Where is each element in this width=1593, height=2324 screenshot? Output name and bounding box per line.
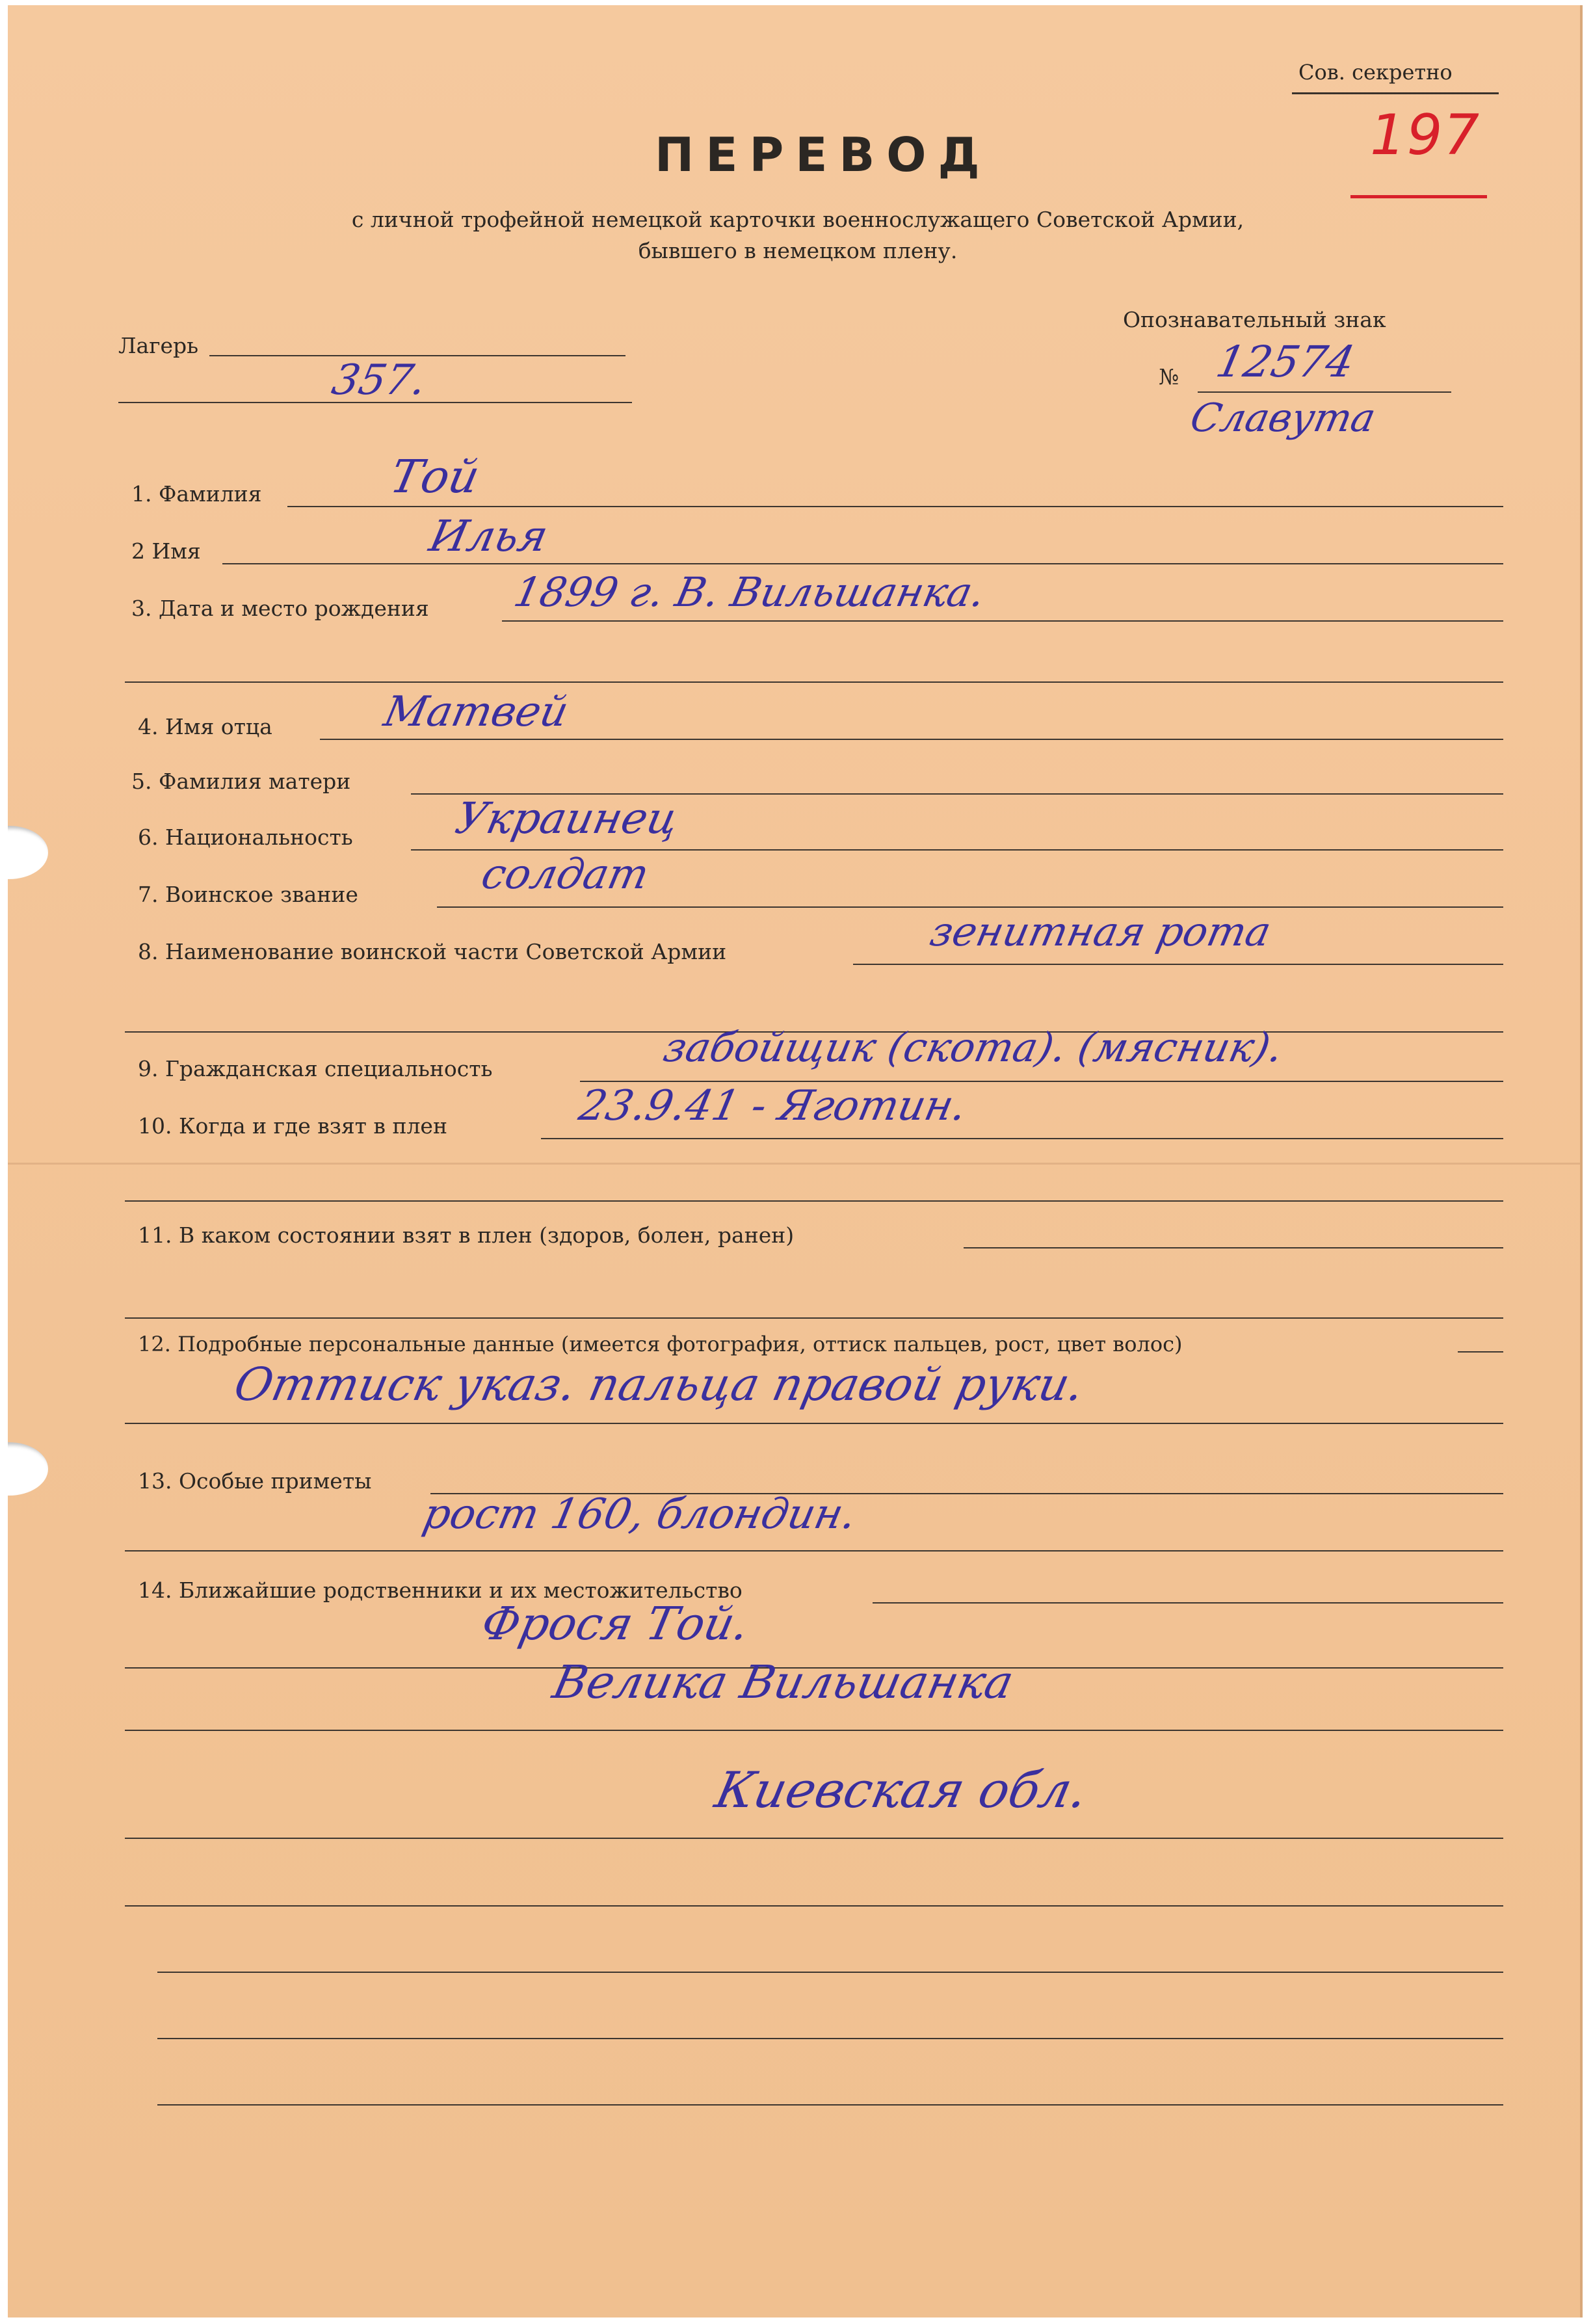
father-label: 4. Имя отца	[138, 714, 272, 739]
id-tag-label: Опознавательный знак	[1123, 307, 1386, 332]
personal-label: 12. Подробные персональные данные (имеется фотография, оттиск пальцев, рост, цвет волос)	[138, 1332, 1183, 1356]
father-value: Матвей	[380, 688, 573, 736]
classification-label: Сов. секретно	[1298, 60, 1453, 85]
name-value: Илья	[425, 511, 553, 561]
marks-line-2	[125, 1550, 1503, 1552]
camp-value: 357.	[328, 356, 431, 404]
id-tag-number: 12574	[1211, 337, 1360, 387]
nationality-label: 6. Национальность	[138, 825, 353, 850]
rank-label: 7. Воинское звание	[138, 882, 358, 907]
page-subtitle	[203, 204, 1393, 267]
punch-hole	[8, 826, 48, 879]
condition-line-2	[125, 1317, 1503, 1319]
subtitle-line-2: бывшего в немецком плену.	[638, 238, 958, 263]
name-line	[222, 563, 1503, 564]
relatives-line-8	[157, 2104, 1503, 2106]
birth-line	[502, 620, 1503, 622]
birth-value: 1899 г. В. Вильшанка.	[510, 568, 990, 616]
unit-line	[853, 964, 1503, 965]
unit-value: зенитная рота	[926, 908, 1276, 955]
relatives-line-6	[157, 1972, 1503, 1973]
relatives-line-4	[125, 1838, 1503, 1839]
profession-label: 9. Гражданская специальность	[138, 1056, 493, 1081]
fold-crease	[8, 1163, 1580, 1165]
relatives-value-line3: Киевская обл.	[710, 1761, 1093, 1819]
camp-line-2	[118, 402, 632, 403]
nationality-value: Украинец	[451, 793, 683, 843]
unit-label: 8. Наименование воинской части Советской Армии	[138, 939, 727, 964]
id-tag-line	[1198, 391, 1451, 393]
captured-line-2	[125, 1200, 1503, 1202]
surname-value: Той	[386, 450, 484, 503]
personal-value: Оттиск указ. пальца правой руки.	[230, 1358, 1089, 1411]
stamp-rule	[1292, 92, 1499, 94]
captured-label: 10. Когда и где взят в плен	[138, 1113, 447, 1139]
punch-hole	[8, 1442, 48, 1496]
surname-line	[287, 506, 1503, 507]
captured-value: 23.9.41 - Яготин.	[575, 1082, 971, 1130]
father-line	[320, 739, 1503, 740]
relatives-line-5	[125, 1905, 1503, 1907]
registry-underline	[1350, 195, 1487, 198]
id-tag-note: Славута	[1186, 395, 1380, 441]
rank-value: солдат	[477, 851, 653, 899]
marks-label: 13. Особые приметы	[138, 1468, 372, 1494]
condition-line	[964, 1247, 1503, 1248]
name-label: 2 Имя	[131, 538, 201, 564]
relatives-line-7	[157, 2038, 1503, 2039]
personal-line	[1458, 1351, 1503, 1353]
marks-value: рост 160, блондин.	[419, 1490, 861, 1538]
birth-label: 3. Дата и место рождения	[131, 596, 429, 621]
registry-number: 197	[1370, 103, 1481, 168]
personal-line-2	[125, 1423, 1503, 1424]
birth-line-2	[125, 681, 1503, 683]
profession-value: забойщик (скота). (мясник).	[659, 1023, 1288, 1071]
relatives-line-3	[125, 1730, 1503, 1731]
page-title: ПЕРЕВОД	[655, 127, 992, 182]
mother-label: 5. Фамилия матери	[131, 769, 351, 794]
relatives-value-line1: Фрося Той.	[477, 1597, 754, 1650]
relatives-label: 14. Ближайшие родственники и их местожительство	[138, 1578, 743, 1603]
camp-label: Лагерь	[118, 333, 199, 358]
subtitle-line-1: с личной трофейной немецкой карточки военнослужащего Советской Армии,	[351, 207, 1244, 232]
relatives-value-line2: Велика Вильшанка	[548, 1656, 1018, 1709]
surname-label: 1. Фамилия	[131, 481, 262, 507]
condition-label: 11. В каком состоянии взят в плен (здоров, болен, ранен)	[138, 1222, 795, 1248]
id-tag-number-prefix: №	[1159, 364, 1179, 390]
relatives-line	[873, 1602, 1503, 1604]
document-sheet	[8, 5, 1583, 2317]
captured-line	[541, 1138, 1503, 1139]
